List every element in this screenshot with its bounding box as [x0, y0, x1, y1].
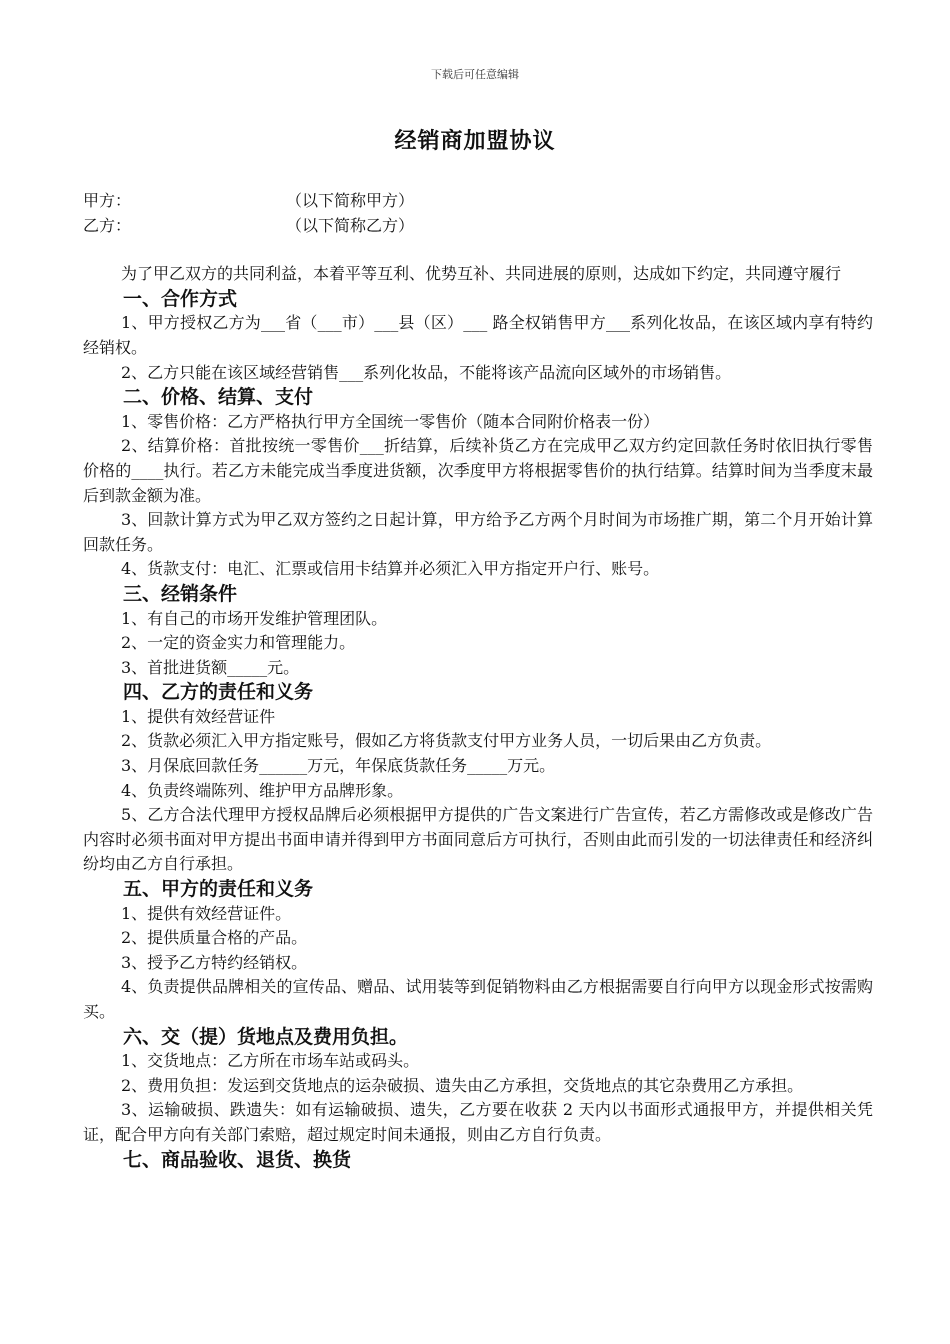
clause: 2、费用负担：发运到交货地点的运杂破损、遗失由乙方承担，交货地点的其它杂费用乙方承担。 [121, 1075, 804, 1095]
party-b-note: （以下简称乙方） [286, 215, 415, 235]
party-b-label: 乙方： [83, 215, 132, 235]
section-7 [83, 1148, 873, 1173]
section-heading: 七、商品验收、退货、换货 [123, 1148, 352, 1171]
clause: 1、零售价格：乙方严格执行甲方全国统一零售价（随本合同附价格表一份） [121, 411, 660, 431]
document-title: 经销商加盟协议 [394, 128, 556, 154]
section-heading: 四、乙方的责任和义务 [123, 681, 314, 704]
section-5 [83, 877, 873, 1025]
section-2 [83, 385, 873, 582]
section-6 [83, 1025, 873, 1148]
document-body [83, 189, 873, 1172]
clause: 5、乙方合法代理甲方授权品牌后必须根据甲方提供的广告文案进行广告宣传，若乙方需修改或是修改广告内容时必须书面对甲方提出书面申请并得到甲方书面同意后方可执行，否则由此而引发的一切法律责任和经济纠纷均由乙方自行承担。 [83, 805, 873, 874]
intro-paragraph: 为了甲乙双方的共同利益，本着平等互利、优势互补、共同进展的原则，达成如下约定，共同遵守履行 [121, 264, 842, 284]
clause: 2、提供质量合格的产品。 [121, 928, 308, 948]
section-heading: 六、交（提）货地点及费用负担。 [123, 1025, 409, 1048]
clause: 4、货款支付：电汇、汇票或信用卡结算并必须汇入甲方指定开户行、账号。 [121, 559, 660, 579]
clause: 1、甲方授权乙方为___省（___市）___县（区）___ 路全权销售甲方___系列化妆品，在该区域内享有特约经销权。 [83, 313, 873, 357]
section-heading: 五、甲方的责任和义务 [123, 878, 314, 901]
party-a-note: （以下简称甲方） [286, 191, 415, 210]
clause: 2、一定的资金实力和管理能力。 [121, 633, 356, 653]
party-a-label: 甲方： [83, 191, 132, 210]
clause: 3、运输破损、跌遗失：如有运输破损、遗失，乙方要在收获 2 天内以书面形式通报甲方，并提供相关凭证，配合甲方向有关部门索赔，超过规定时间未通报，则由乙方自行负责。 [83, 1100, 873, 1144]
section-heading: 一、合作方式 [123, 287, 238, 310]
party-b-line [83, 214, 873, 239]
clause: 1、提供有效经营证件。 [121, 903, 292, 923]
clause: 3、月保底回款任务______万元，年保底货款任务_____万元。 [121, 756, 556, 776]
clause: 3、授予乙方特约经销权。 [121, 952, 308, 972]
clause: 4、负责终端陈列、维护甲方品牌形象。 [121, 780, 404, 800]
clause: 3、首批进货额_____元。 [121, 657, 300, 677]
blank-line [83, 238, 873, 262]
clause: 1、有自己的市场开发维护管理团队。 [121, 608, 388, 628]
clause: 1、提供有效经营证件 [121, 706, 276, 726]
clause: 2、乙方只能在该区域经营销售___系列化妆品，不能将该产品流向区域外的市场销售。 [121, 362, 732, 382]
party-a-line [83, 189, 873, 214]
header-note: 下载后可任意编辑 [431, 68, 519, 81]
clause: 1、交货地点：乙方所在市场车站或码头。 [121, 1051, 420, 1071]
section-heading: 二、价格、结算、支付 [123, 386, 314, 409]
clause: 4、负责提供品牌相关的宣传品、赠品、试用装等到促销物料由乙方根据需要自行向甲方以现金形式按需购买。 [83, 977, 873, 1021]
section-4 [83, 680, 873, 877]
section-heading: 三、经销条件 [123, 582, 238, 605]
clause: 2、货款必须汇入甲方指定账号，假如乙方将货款支付甲方业务人员，一切后果由乙方负责。 [121, 731, 772, 751]
clause: 2、结算价格：首批按统一零售价___折结算，后续补货乙方在完成甲乙双方约定回款任务时依旧执行零售价格的____执行。若乙方未能完成当季度进货额，次季度甲方将根据零售价的执行结算。结算时间为当季度末最后到款金额为准。 [83, 436, 873, 505]
section-3 [83, 582, 873, 680]
section-1 [83, 287, 873, 385]
clause: 3、回款计算方式为甲乙双方签约之日起计算，甲方给予乙方两个月时间为市场推广期，第二个月开始计算回款任务。 [83, 510, 873, 554]
